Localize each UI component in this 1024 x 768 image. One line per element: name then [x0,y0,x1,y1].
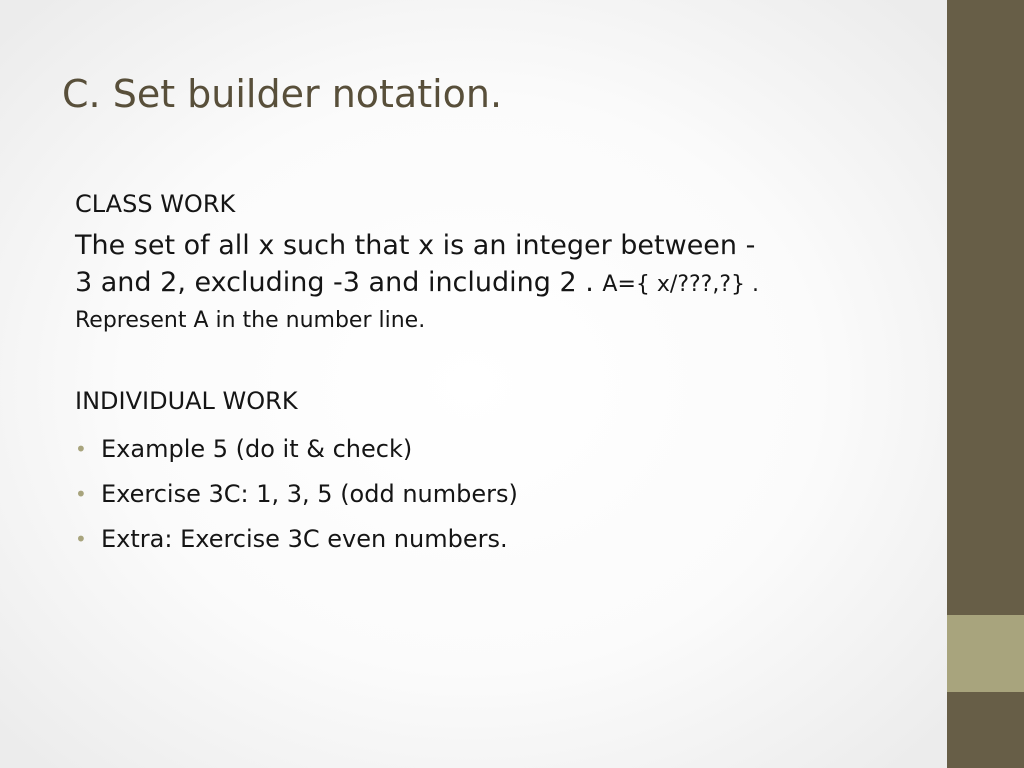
side-accent-block [947,615,1024,692]
bullet-icon: • [75,482,87,506]
bullet-icon: • [75,437,87,461]
individual-work-list [75,427,905,562]
slide-title: C. Set builder notation. [62,72,503,116]
class-work-line-2: 3 and 2, excluding -3 and including 2 . [75,267,603,298]
list-item [75,472,905,517]
list-item [75,517,905,562]
slide-body [75,188,905,562]
class-work-line-1: The set of all x such that x is an integer between - [75,230,756,261]
set-notation: A={ x/???,?} . [602,272,760,297]
class-work-text [75,227,905,339]
section-spacer [75,339,905,385]
list-item-text: Example 5 (do it & check) [101,435,413,463]
list-item [75,427,905,472]
class-work-heading: CLASS WORK [75,190,236,218]
list-item-text: Extra: Exercise 3C even numbers. [101,525,508,553]
individual-work-heading: INDIVIDUAL WORK [75,387,298,415]
list-item-text: Exercise 3C: 1, 3, 5 (odd numbers) [101,480,518,508]
bullet-icon: • [75,527,87,551]
class-work-line-3: Represent A in the number line. [75,308,426,333]
